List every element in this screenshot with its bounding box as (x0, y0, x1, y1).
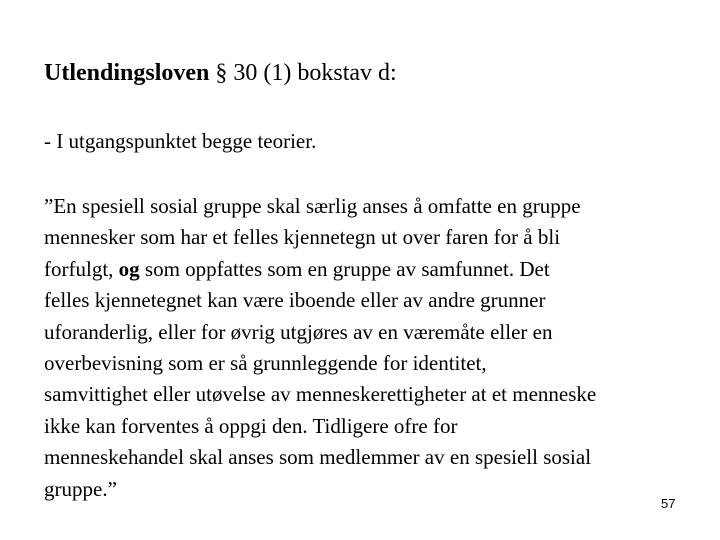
quote-line (44, 254, 694, 285)
quote-text: forfulgt, (44, 256, 119, 281)
quote-text: som oppfattes som en gruppe av samfunnet. Det (139, 256, 550, 281)
quote-line: overbevisning som er så grunnleggende for identitet, (44, 351, 487, 376)
quote-line: menneskehandel skal anses som medlemmer av en spesiell sosial (44, 445, 592, 470)
quote-line: ikke kan forventes å oppgi den. Tidligere ofre for (44, 413, 458, 438)
page-number: 57 (661, 496, 676, 511)
bullet-point: - I utgangspunktet begge teorier. (44, 129, 317, 153)
quote-line: samvittighet eller utøvelse av menneskerettigheter at et menneske (44, 382, 597, 407)
quote-line: felles kjennetegnet kan være iboende eller av andre grunner (44, 288, 546, 313)
quote-line: gruppe.” (44, 476, 117, 501)
title-rest: § 30 (1) bokstav d: (209, 60, 397, 86)
quote-line: ”En spesiell sosial gruppe skal særlig anses å omfatte en gruppe (44, 194, 581, 218)
law-quote (44, 191, 694, 505)
quote-line: mennesker som har et felles kjennetegn ut over faren for å bli (44, 225, 561, 250)
quote-line: uforanderlig, eller for øvrig utgjøres av en væremåte eller en (44, 319, 553, 344)
title-bold-part: Utlendingsloven (44, 60, 210, 86)
slide-title (44, 58, 397, 88)
quote-emphasis: og (118, 256, 140, 281)
